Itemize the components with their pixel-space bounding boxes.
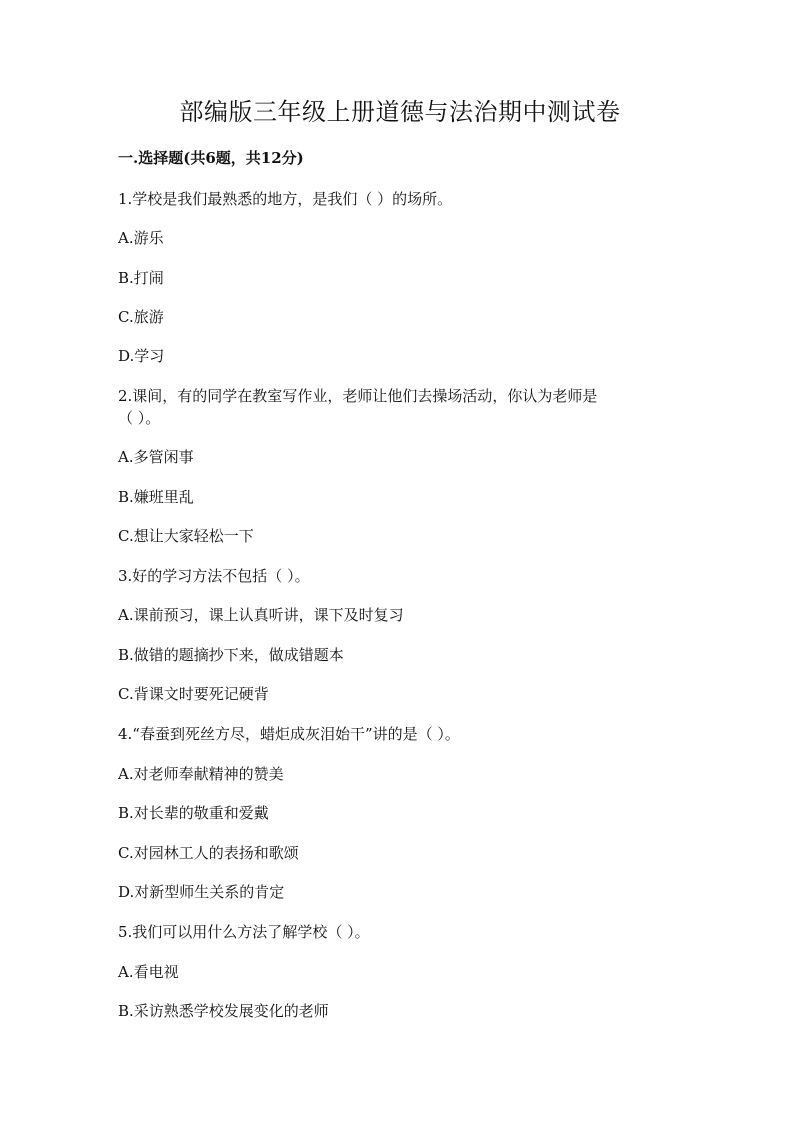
- question-5-option-a: A.看电视: [118, 963, 179, 981]
- page-title: 部编版三年级上册道德与法治期中测试卷: [179, 98, 621, 126]
- question-1-option-b: B.打闹: [118, 269, 164, 287]
- question-1-option-d: D.学习: [118, 347, 165, 365]
- question-1-stem: 1.学校是我们最熟悉的地方，是我们（ ）的场所。: [118, 190, 453, 208]
- question-3-option-b: B.做错的题摘抄下来，做成错题本: [118, 646, 344, 664]
- question-2-option-b: B.嫌班里乱: [118, 488, 194, 506]
- question-2-stem-line-2: （ ）。: [118, 409, 161, 427]
- question-5-option-b: B.采访熟悉学校发展变化的老师: [118, 1002, 329, 1020]
- question-3-stem: 3.好的学习方法不包括（ ）。: [118, 567, 310, 585]
- question-1-option-a: A.游乐: [118, 229, 164, 247]
- question-3-option-c: C.背课文时要死记硬背: [118, 685, 269, 703]
- question-4-option-b: B.对长辈的敬重和爱戴: [118, 804, 269, 822]
- question-3-option-a: A.课前预习，课上认真听讲，课下及时复习: [118, 606, 404, 624]
- question-2-option-a: A.多管闲事: [118, 448, 194, 466]
- question-2-option-c: C.想让大家轻松一下: [118, 527, 254, 545]
- question-1-option-c: C.旅游: [118, 308, 164, 326]
- question-5-stem: 5.我们可以用什么方法了解学校（ ）。: [118, 923, 370, 941]
- question-2-stem-line-1: 2.课间，有的同学在教室写作业，老师让他们去操场活动，你认为老师是: [118, 387, 598, 405]
- question-4-option-c: C.对园林工人的表扬和歌颂: [118, 844, 299, 862]
- question-4-stem: 4.“春蚕到死丝方尽，蜡炬成灰泪始干”讲的是（ ）。: [118, 725, 460, 743]
- question-4-option-a: A.对老师奉献精神的赞美: [118, 765, 284, 783]
- section-heading: 一.选择题(共6题，共12分): [118, 149, 304, 167]
- question-4-option-d: D.对新型师生关系的肯定: [118, 883, 285, 901]
